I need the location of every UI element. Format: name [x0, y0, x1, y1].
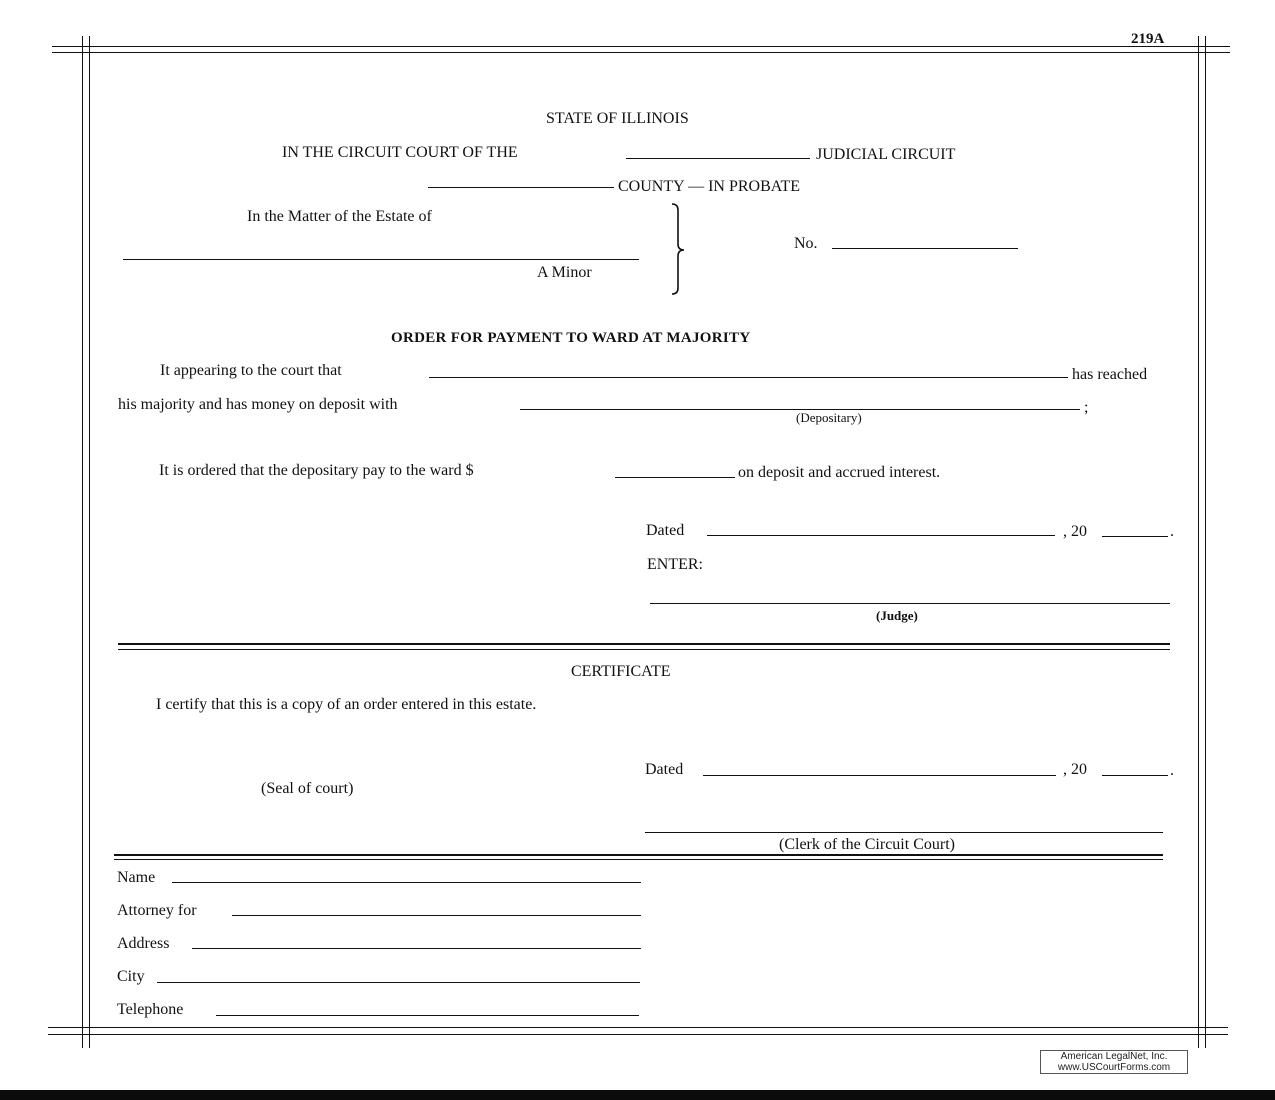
judge-signature-field[interactable] — [650, 603, 1170, 604]
cert-period: . — [1170, 762, 1174, 779]
matter-label: In the Matter of the Estate of — [247, 208, 432, 225]
order-period: . — [1170, 523, 1174, 540]
watermark-line1: American LegalNet, Inc. — [1060, 1051, 1168, 1062]
certificate-title: CERTIFICATE — [571, 663, 671, 680]
watermark-line2: www.USCourtForms.com — [1057, 1062, 1171, 1073]
cert-year-label: , 20 — [1063, 761, 1087, 778]
telephone-label: Telephone — [117, 1001, 184, 1018]
section-divider-thin — [118, 649, 1170, 650]
form-number: 219A — [1131, 31, 1165, 47]
order-line1-prefix: It appearing to the court that — [160, 362, 342, 379]
clerk-signature-field[interactable] — [645, 832, 1163, 833]
attorney-divider-thin — [114, 859, 1163, 860]
county-suffix: COUNTY — IN PROBATE — [618, 178, 801, 195]
name-label: Name — [117, 869, 156, 886]
state-heading: STATE OF ILLINOIS — [546, 110, 689, 127]
name-field[interactable] — [172, 882, 641, 883]
order-line2-prefix: his majority and has money on deposit with — [118, 396, 398, 413]
enter-label: ENTER: — [647, 556, 703, 573]
order-title: ORDER FOR PAYMENT TO WARD AT MAJORITY — [391, 330, 751, 346]
order-dated-label: Dated — [646, 522, 685, 539]
cert-date-field[interactable] — [703, 775, 1056, 776]
cert-dated-label: Dated — [645, 761, 684, 778]
city-label: City — [117, 968, 145, 985]
clerk-caption: (Clerk of the Circuit Court) — [779, 836, 955, 853]
attorney-for-label: Attorney for — [117, 902, 197, 919]
court-prefix: IN THE CIRCUIT COURT OF THE — [282, 144, 518, 161]
judge-caption: (Judge) — [876, 608, 918, 623]
section-divider — [118, 643, 1170, 645]
minor-label: A Minor — [537, 264, 592, 281]
caption-bracket — [668, 202, 688, 298]
cert-year-field[interactable] — [1102, 775, 1168, 776]
minor-name-field[interactable] — [123, 259, 639, 260]
order-line1-suffix: has reached — [1072, 366, 1148, 383]
order-date-field[interactable] — [707, 535, 1055, 536]
order-year-field[interactable] — [1102, 536, 1168, 537]
telephone-field[interactable] — [216, 1015, 639, 1016]
number-label: No. — [794, 235, 818, 252]
case-number-field[interactable] — [832, 248, 1018, 249]
address-label: Address — [117, 935, 170, 952]
city-field[interactable] — [157, 982, 640, 983]
attorney-divider — [114, 854, 1163, 856]
ward-name-field[interactable] — [429, 377, 1068, 378]
depositary-caption: (Depositary) — [796, 410, 862, 425]
order-year-label: , 20 — [1063, 523, 1087, 540]
county-field[interactable] — [428, 187, 614, 188]
address-field[interactable] — [192, 948, 641, 949]
ordered-suffix: on deposit and accrued interest. — [738, 464, 941, 481]
attorney-for-field[interactable] — [232, 915, 641, 916]
payment-amount-field[interactable] — [615, 477, 735, 478]
judicial-circuit-field[interactable] — [626, 158, 810, 159]
ordered-prefix: It is ordered that the depositary pay to the ward $ — [159, 462, 474, 479]
order-line2-suffix: ; — [1084, 399, 1089, 416]
scan-edge — [0, 1090, 1275, 1100]
seal-label: (Seal of court) — [261, 780, 354, 797]
certificate-text: I certify that this is a copy of an order entered in this estate. — [156, 696, 537, 713]
watermark-box — [1040, 1050, 1188, 1074]
court-suffix: JUDICIAL CIRCUIT — [816, 146, 956, 163]
